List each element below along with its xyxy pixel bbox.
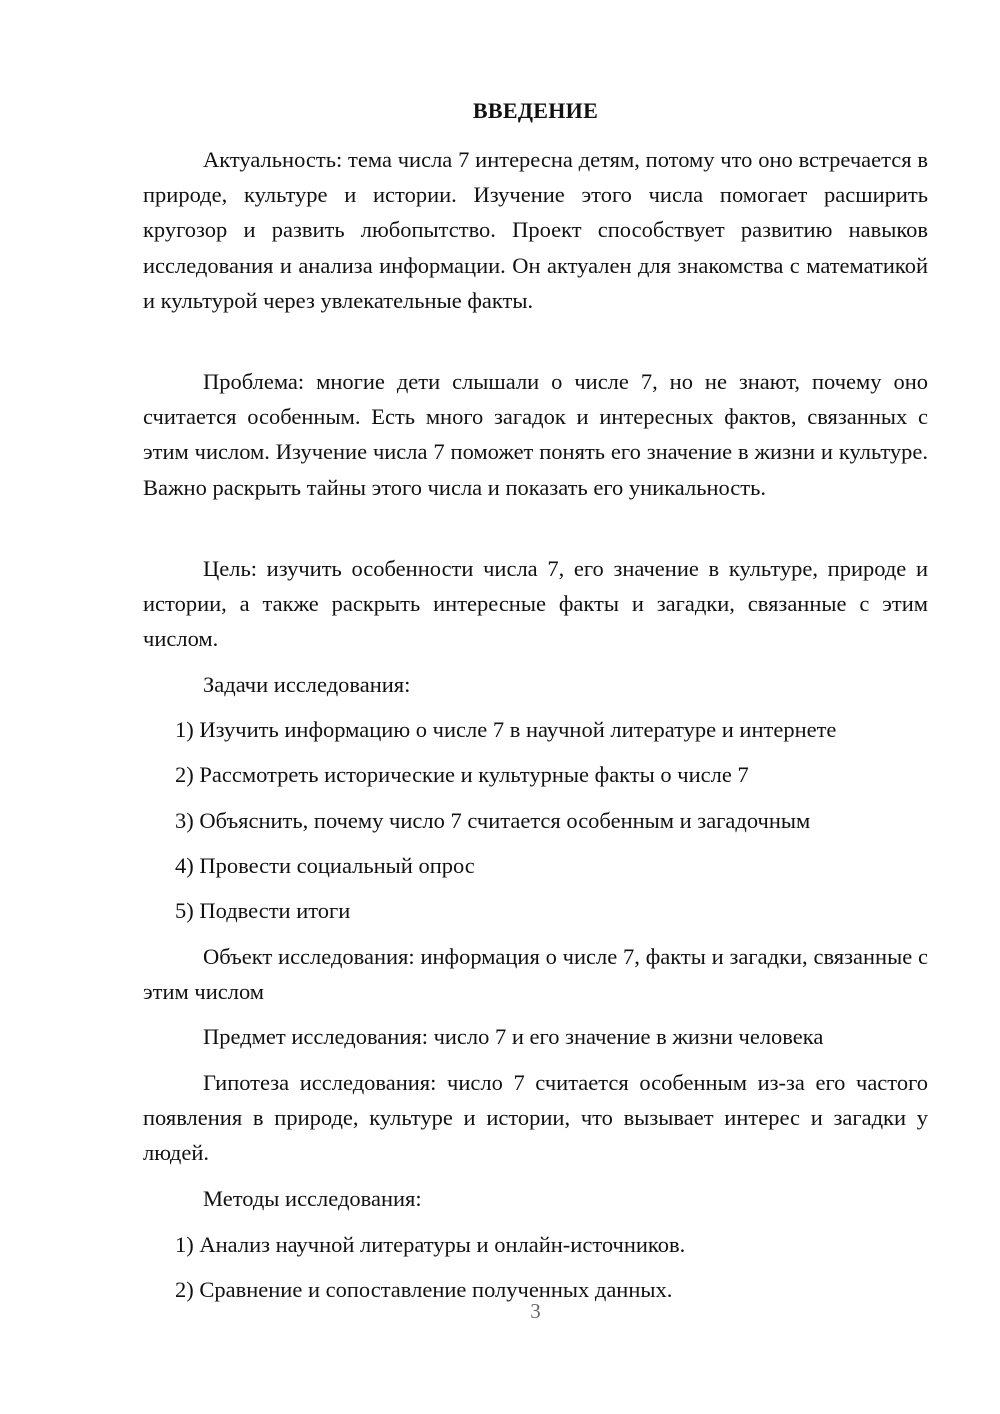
task-item: 4) Провести социальный опрос <box>175 853 475 878</box>
task-item: 3) Объяснить, почему число 7 считается особенным и загадочным <box>175 808 811 833</box>
task-item: 1) Изучить информацию о числе 7 в научной литературе и интернете <box>175 717 837 742</box>
task-item: 2) Рассмотреть исторические и культурные факты о числе 7 <box>175 762 749 787</box>
tasks-label: Задачи исследования: <box>203 672 411 697</box>
paragraph-hypothesis: Гипотеза исследования: число 7 считается особенным из-за его частого появления в природе, культуре и истории, что вызывает интерес и загадки у людей. <box>143 1070 928 1166</box>
paragraph-goal: Цель: изучить особенности числа 7, его значение в культуре, природе и истории, а также раскрыть интересные факты и загадки, связанные с этим числом. <box>143 556 928 652</box>
method-item: 2) Сравнение и сопоставление полученных данных. <box>175 1277 673 1302</box>
methods-label: Методы исследования: <box>203 1186 422 1211</box>
document-page <box>143 0 928 1414</box>
section-title: ВВЕДЕНИЕ <box>472 98 599 123</box>
paragraph-subject: Предмет исследования: число 7 и его значение в жизни человека <box>203 1024 824 1049</box>
paragraph-relevance: Актуальность: тема числа 7 интересна детям, потому что оно встречается в природе, культуре и истории. Изучение этого числа помогает расширить кругозор и развить любопытство. Проект способствует развитию навыков исследования и анализа информации. Он актуален для знакомства с математикой и культурой через увлекательные факты. <box>143 147 928 313</box>
method-item: 1) Анализ научной литературы и онлайн-источников. <box>175 1232 686 1257</box>
paragraph-problem: Проблема: многие дети слышали о числе 7, но не знают, почему оно считается особенным. Есть много загадок и интересных фактов, связанных с этим числом. Изучение числа 7 поможет понять его значение в жизни и культуре. Важно раскрыть тайны этого числа и показать его уникальность. <box>143 369 928 500</box>
page-number: 3 <box>530 1299 541 1323</box>
task-item: 5) Подвести итоги <box>175 898 351 923</box>
paragraph-object: Объект исследования: информация о числе 7, факты и загадки, связанные с этим числом <box>143 944 928 1005</box>
